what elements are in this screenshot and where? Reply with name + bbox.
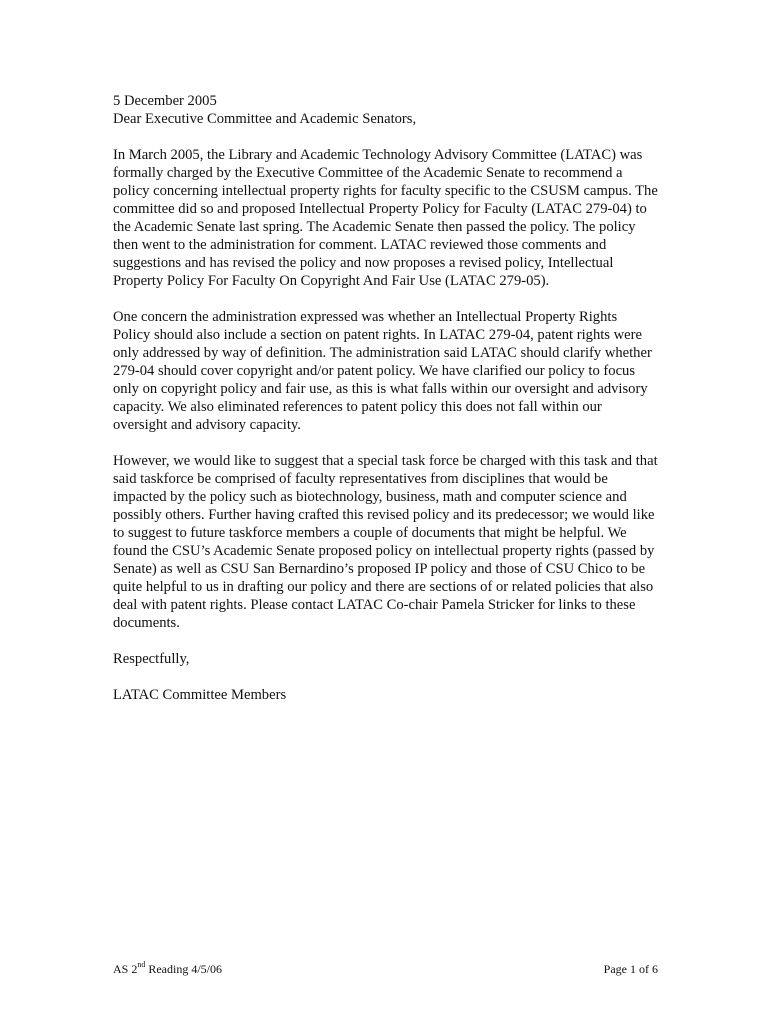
page-footer (113, 962, 658, 976)
footer-reference-suffix: Reading 4/5/06 (145, 962, 223, 976)
spacer (113, 668, 658, 686)
footer-reference-superscript: nd (137, 960, 146, 969)
footer-reference-prefix: AS 2 (113, 962, 138, 976)
spacer (113, 434, 658, 452)
letter-signature: LATAC Committee Members (113, 687, 287, 703)
spacer (113, 290, 658, 308)
paragraph-patent-concern: One concern the administration expressed was whether an Intellectual Property Rights Policy should also include a section on patent rights. In LATAC 279-04, patent rights were only addressed by way of definition. The administration said LATAC should clarify whether 279-04 should cover copyright and/or patent policy. We have clarified our policy to focus only on copyright policy and fair use, as this is what falls within our oversight and advisory capacity. We also eliminated references to patent policy this does not fall within our oversight and advisory capacity. (113, 309, 652, 433)
letter-closing: Respectfully, (113, 651, 190, 667)
letter-date: 5 December 2005 (113, 93, 217, 109)
page-number: Page 1 of 6 (603, 962, 658, 976)
footer-document-reference (113, 962, 222, 976)
spacer (113, 128, 658, 146)
letter-body (113, 92, 658, 704)
spacer (113, 632, 658, 650)
letter-salutation: Dear Executive Committee and Academic Senators, (113, 111, 417, 127)
paragraph-task-force-suggestion: However, we would like to suggest that a special task force be charged with this task and that said taskforce be comprised of faculty representatives from disciplines that would be impacted by the policy such as biotechnology, business, math and computer science and possibly others. Further having crafted this revised policy and its predecessor; we would like to suggest to future taskforce members a couple of documents that might be helpful. We found the CSU’s Academic Senate proposed policy on intellectual property rights (passed by Senate) as well as CSU San Bernardino’s proposed IP policy and those of CSU Chico to be quite helpful to us in drafting our policy and there are sections of or related policies that also deal with patent rights. Please contact LATAC Co-chair Pamela Stricker for links to these documents. (113, 453, 658, 631)
paragraph-latac-charge: In March 2005, the Library and Academic Technology Advisory Committee (LATAC) was formally charged by the Executive Committee of the Academic Senate to recommend a policy concerning intellectual property rights for faculty specific to the CSUSM campus. The committee did so and proposed Intellectual Property Policy for Faculty (LATAC 279-04) to the Academic Senate last spring. The Academic Senate then passed the policy. The policy then went to the administration for comment. LATAC reviewed those comments and suggestions and has revised the policy and now proposes a revised policy, Intellectual Property Policy For Faculty On Copyright And Fair Use (LATAC 279-05). (113, 147, 658, 289)
